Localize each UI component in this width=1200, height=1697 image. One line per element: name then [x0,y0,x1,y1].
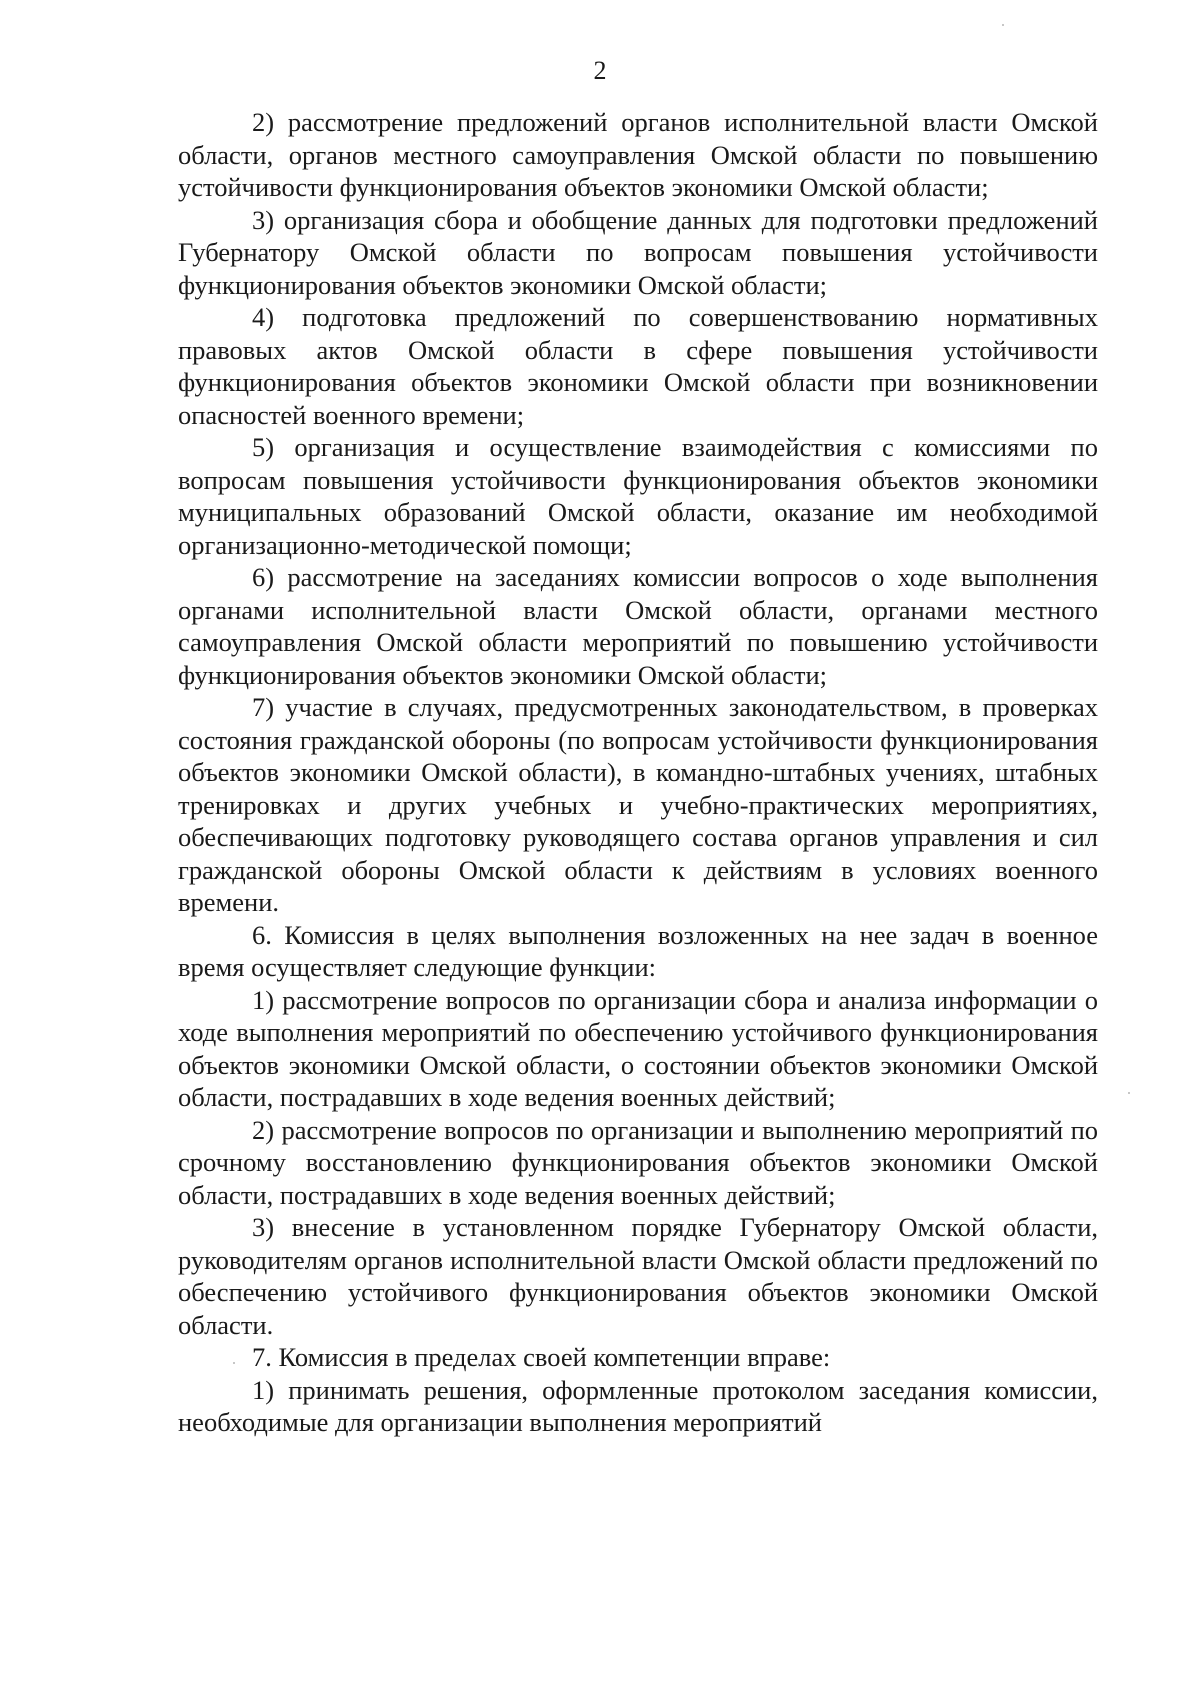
paragraph-item-5-2: 2) рассмотрение предложений органов исполнительной власти Омской области, органов местного самоуправления Омской области по повышению устойчивости функционирования объектов экономики Омской области; [178,107,1098,202]
scan-speck [1128,1092,1130,1094]
paragraph-item-5-6: 6) рассмотрение на заседаниях комиссии вопросов о ходе выполнения органами исполнительной власти Омской области, органами местного самоуправления Омской области мероприятий по повышению устойчивости функционирования объектов экономики Омской области; [178,562,1098,690]
paragraph-item-6-2: 2) рассмотрение вопросов по организации и выполнению мероприятий по срочному восстановлению функционирования объектов экономики Омской области, пострадавших в ходе ведения военных действий; [178,1114,1098,1210]
page-number: 2 [593,56,607,85]
paragraph-item-6-1: 1) рассмотрение вопросов по организации сбора и анализа информации о ходе выполнения мероприятий по обеспечению устойчивого функционирования объектов экономики Омской области, о состоянии объектов экономики Омской области, пострадавших в ходе ведения военных действий; [178,984,1098,1112]
scan-speck [233,1362,235,1364]
paragraph-item-5-7: 7) участие в случаях, предусмотренных законодательством, в проверках состояния гражданской обороны (по вопросам устойчивости функционирования объектов экономики Омской области), в командно-штабных учениях, штабных тренировках и других учебных и учебно-практических мероприятиях, обеспечивающих подготовку руководящего состава органов управления и сил гражданской обороны Омской области к действиям в условиях военного времени. [178,692,1098,917]
paragraph-item-5-4: 4) подготовка предложений по совершенствованию нормативных правовых актов Омской области в сфере повышения устойчивости функционирования объектов экономики Омской области при возникновении опасностей военного времени; [178,302,1098,430]
paragraph-item-7-1: 1) принимать решения, оформленные протоколом заседания комиссии, необходимые для организации выполнения мероприятий [178,1374,1098,1437]
paragraph-section-6: 6. Комиссия в целях выполнения возложенных на нее задач в военное время осуществляет следующие функции: [178,919,1098,982]
paragraph-item-5-3: 3) организация сбора и обобщение данных для подготовки предложений Губернатору Омской области по вопросам повышения устойчивости функционирования объектов экономики Омской области; [178,204,1098,300]
paragraph-item-6-3: 3) внесение в установленном порядке Губернатору Омской области, руководителям органов исполнительной власти Омской области предложений по обеспечению устойчивого функционирования объектов экономики Омской области. [178,1212,1098,1340]
scan-speck [1002,24,1004,26]
document-body [178,106,1098,1439]
paragraph-section-7: 7. Комиссия в пределах своей компетенции вправе: [252,1342,831,1372]
paragraph-item-5-5: 5) организация и осуществление взаимодействия с комиссиями по вопросам повышения устойчивости функционирования объектов экономики муниципальных образований Омской области, оказание им необходимой организационно-методической помощи; [178,432,1098,560]
